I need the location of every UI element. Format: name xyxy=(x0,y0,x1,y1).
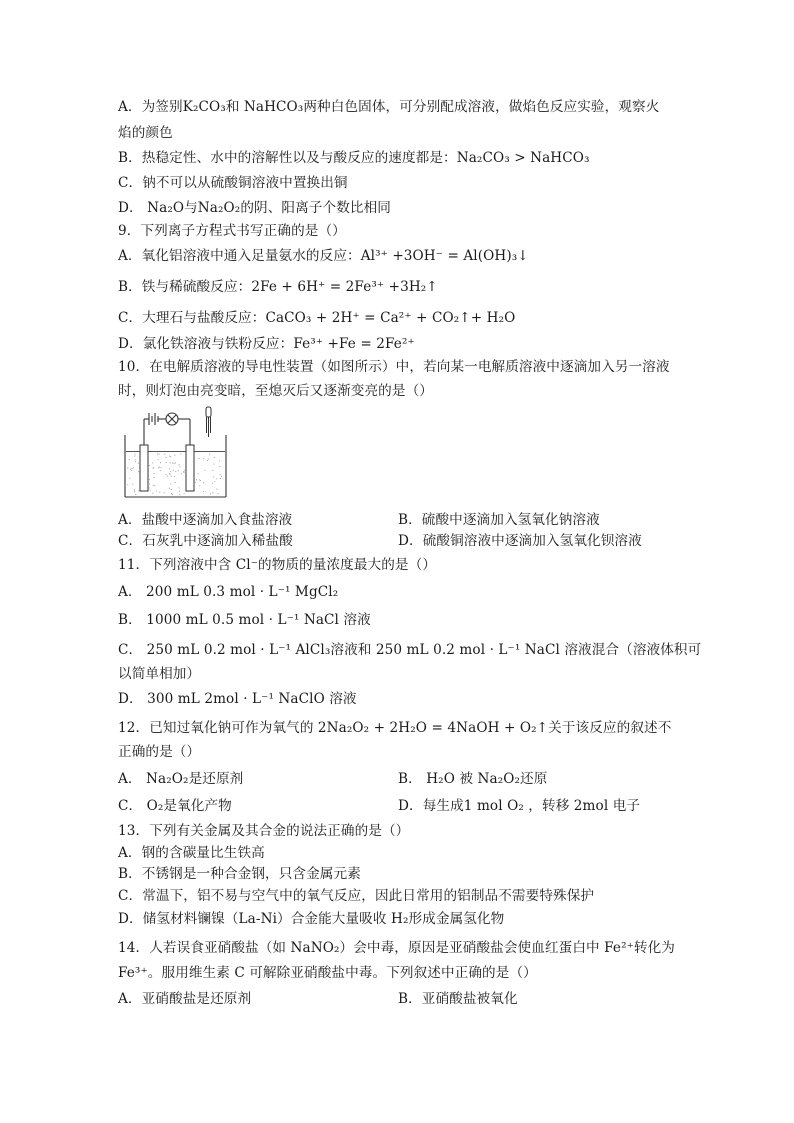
q8-option-c: C．钠不可以从硫酸铜溶液中置换出铜 xyxy=(118,175,348,191)
q13-option-b: B．不锈钢是一种合金钢，只含金属元素 xyxy=(118,866,361,882)
q10-stem-continued: 时，则灯泡由亮变暗，至熄灭后又逐渐变亮的是（） xyxy=(118,383,433,399)
q9-option-a: A．氧化铝溶液中通入足量氨水的反应：Al³⁺ +3OH⁻ = Al(OH)₃↓ xyxy=(118,248,529,264)
q11-option-a: A． 200 mL 0.3 mol · L⁻¹ MgCl₂ xyxy=(118,584,339,600)
q13-option-a: A．钢的含碳量比生铁高 xyxy=(118,845,265,861)
q12-option-d: D．每生成1 mol O₂ ，转移 2mol 电子 xyxy=(398,798,641,814)
q12-option-a: A． Na₂O₂是还原剂 xyxy=(118,771,244,787)
q13-option-d: D．储氢材料镧镍（La-Ni）合金能大量吸收 H₂形成金属氢化物 xyxy=(118,911,505,927)
q9-option-b: B．铁与稀硫酸反应：2Fe + 6H⁺ = 2Fe³⁺ +3H₂↑ xyxy=(118,279,438,295)
q10-stem: 10．在电解质溶液的导电性装置（如图所示）中，若向某一电解质溶液中逐滴加入另一溶液 xyxy=(118,359,670,375)
q14-option-b: B．亚硝酸盐被氧化 xyxy=(398,991,518,1007)
q9-stem: 9．下列离子方程式书写正确的是（） xyxy=(118,223,346,239)
q13-option-c: C．常温下，铝不易与空气中的氧气反应，因此日常用的铝制品不需要特殊保护 xyxy=(118,888,595,904)
q9-option-c: C．大理石与盐酸反应：CaCO₃ + 2H⁺ = Ca²⁺ + CO₂↑+ H₂O xyxy=(118,310,516,326)
q14-stem: 14．人若误食亚硝酸盐（如 NaNO₂）会中毒，原因是亚硝酸盐会使血红蛋白中 Fe²⁺转化为 xyxy=(118,940,675,956)
q11-option-c-continued: 以简单相加） xyxy=(118,666,201,682)
q11-option-d: D． 300 mL 2mol · L⁻¹ NaClO 溶液 xyxy=(118,691,357,707)
q8-option-a: A．为签别K₂CO₃和 NaHCO₃两种白色固体，可分别配成溶液，做焰色反应实验，观察火 xyxy=(118,99,660,115)
q10-option-d: D．硫酸铜溶液中逐滴加入氢氧化钡溶液 xyxy=(398,533,642,549)
q12-stem: 12．已知过氧化钠可作为氧气的 2Na₂O₂ + 2H₂O = 4NaOH + O₂↑关于该反应的叙述不 xyxy=(118,720,672,736)
q11-stem: 11．下列溶液中含 Cl⁻的物质的量浓度最大的是（） xyxy=(118,557,437,573)
q14-option-a: A．亚硝酸盐是还原剂 xyxy=(118,991,252,1007)
q9-option-d: D．氯化铁溶液与铁粉反应：Fe³⁺ +Fe = 2Fe²⁺ xyxy=(118,336,415,352)
q8-option-a-continued: 焰的颜色 xyxy=(118,125,173,141)
q13-stem: 13．下列有关金属及其合金的说法正确的是（） xyxy=(118,823,410,839)
q14-stem-continued: Fe³⁺。服用维生素 C 可解除亚硝酸盐中毒。下列叙述中正确的是（） xyxy=(118,965,537,981)
q8-option-d: D． Na₂O与Na₂O₂的阴、阳离子个数比相同 xyxy=(118,200,391,216)
q10-option-a: A．盐酸中逐滴加入食盐溶液 xyxy=(118,512,293,528)
q11-option-b: B． 1000 mL 0.5 mol · L⁻¹ NaCl 溶液 xyxy=(118,612,371,628)
q11-option-c: C． 250 mL 0.2 mol · L⁻¹ AlCl₃溶液和 250 mL 0.2 mol · L⁻¹ NaCl 溶液混合（溶液体积可 xyxy=(118,642,702,658)
q10-option-c: C．石灰乳中逐滴加入稀盐酸 xyxy=(118,533,293,549)
conductivity-apparatus-diagram xyxy=(122,405,230,501)
q10-option-b: B．硫酸中逐滴加入氢氧化钠溶液 xyxy=(398,512,600,528)
q12-option-c: C． O₂是氧化产物 xyxy=(118,798,232,814)
q12-option-b: B． H₂O 被 Na₂O₂还原 xyxy=(398,771,548,787)
q12-stem-continued: 正确的是（） xyxy=(118,744,201,760)
q8-option-b: B．热稳定性、水中的溶解性以及与酸反应的速度都是：Na₂CO₃ > NaHCO₃ xyxy=(118,150,590,166)
